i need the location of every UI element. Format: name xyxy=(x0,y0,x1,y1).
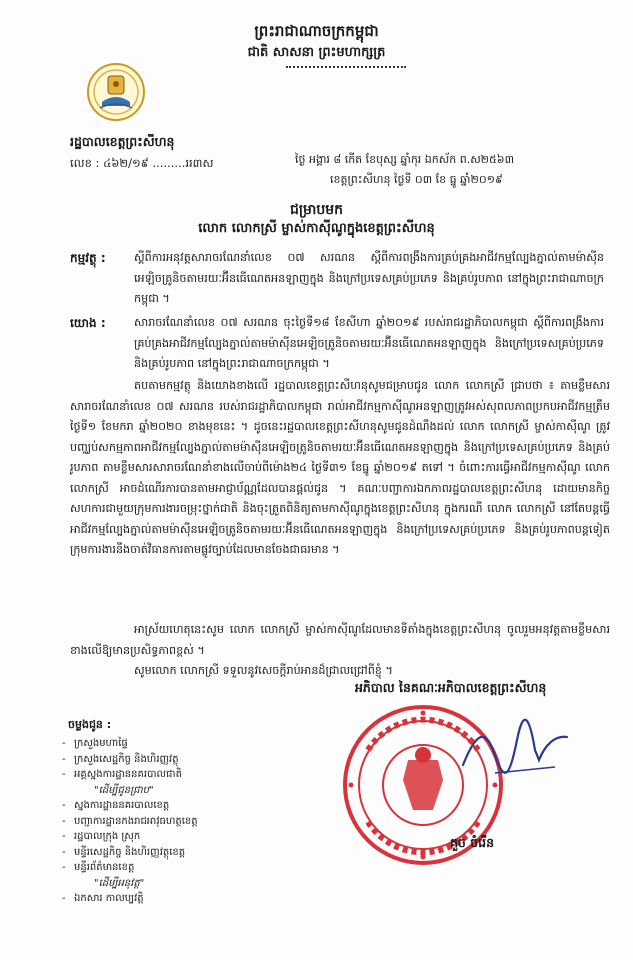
cc-item: - ក្រសួងសេដ្ឋកិច្ច និងហិរញ្ញវត្ថុ xyxy=(62,753,179,765)
cc-item: - មន្ទីរសេដ្ឋកិច្ច និងហិរញ្ញវត្ថុខេត្ត xyxy=(62,846,186,858)
national-motto: ជាតិ សាសនា ព្រះមហាក្សត្រ xyxy=(247,45,386,60)
cc-purpose-note: "ដើម្បីអនុវត្ត" xyxy=(94,877,145,889)
cc-item: - រដ្ឋបាលក្រុង ស្រុក xyxy=(62,831,141,842)
cc-item: - បញ្ជាការដ្ឋានកងរាជអាវុធហត្ថខេត្ត xyxy=(62,815,198,827)
reference-text: សារាចរណែនាំលេខ ០៧ សរណន ចុះថ្ងៃទី១៨ ខែសីហា ឆ្នាំ២០១៩ របស់រាជរដ្ឋាភិបាលកម្ពុជា ស្តីពីការពង្រឹងការគ្រប់គ្រងអាជីវកម្មល្បែងភ្នាល់តាមម៉ាស៊ីនអេឡិចត្រូនិចតាមរយៈអ៊ីនធើណេតអនឡាញក្នុង និងក្រៅប្រទេសគ្រប់ប្រភេទ និងគ្រប់រូបភាព នៅក្នុងព្រះរាជាណាចក្រកម្ពុជា ។ xyxy=(134,316,604,370)
cc-item: - មន្ទីរព័ត៌មានខេត្ត xyxy=(62,862,135,873)
closing-line: សូមលោក លោកស្រី ទទួលនូវសេចក្តីរាប់អានដ៏ជ្រាលជ្រៅពីខ្ញុំ ។ xyxy=(134,664,393,677)
cc-purpose-note: "ដើម្បីជូនជ្រាប" xyxy=(94,784,154,796)
body-paragraph: តបតាមកម្មវត្ថុ និងយោងខាងលើ រដ្ឋបាលខេត្តព្រះសីហនុសូមជម្រាបជូន លោក លោកស្រី ជ្រាបថា ៖ តាមខ្លឹមសារសារាចរណែនាំលេខ ០៧ សរណន របស់រាជរដ្ឋាភិបាលកម្ពុជា រាល់អាជីវកម្មកាស៊ីណូអនឡាញត្រូវអស់សុពលភាពប្រកបអាជីវកម្មត្រឹមថ្ងៃទី១ ខែមករា ឆ្នាំ២០២០ ខាងមុខនេះ ។ ដូចនេះរដ្ឋបាលខេត្តព្រះសីហនុសូមជូនដំណឹងដល់ លោក លោកស្រី ម្ចាស់កាស៊ីណូ ត្រូវបញ្ឈប់សកម្មភាពអាជីវកម្មល្បែងភ្នាល់តាមម៉ាស៊ីនអេឡិចត្រូនិចតាមរយៈអ៊ីនធើណេតអនឡាញក្នុង និងក្រៅប្រទេសគ្រប់ប្រភេទ និងគ្រប់រូបភាព តាមខ្លឹមសារសារាចរណែនាំខាងលើចាប់ពីម៉ោង២៤ ថ្ងៃទី៣១ ខែធ្នូ ឆ្នាំ២០១៩ តទៅ ។ ចំពោះការធ្វើអាជីវកម្មកាស៊ីណូ លោក លោកស្រី អាចដំណើរការបានតាមអាជ្ញាប័ណ្ណដែលបានផ្តល់ជូន ។ គណៈបញ្ជាការឯកភាពរដ្ឋបាលខេត្តព្រះសីហនុ ដោយមានកិច្ចសហការជាមួយក្រុមការងារចម្រុះថ្នាក់ជាតិ និងចុះត្រួតពិនិត្យតាមកាស៊ីណូក្នុងខេត្តព្រះសីហនុ ក្នុងករណី លោក លោកស្រី នៅតែបន្តធ្វើអាជីវកម្មល្បែងភ្នាល់តាមម៉ាស៊ីនអេឡិចត្រូនិចតាមរយៈអ៊ីនធើណេតអនឡាញក្នុង និងក្រៅប្រទេសគ្រប់ប្រភេទ និងគ្រប់រូបភាពបន្តទៀត ក្រុមការងារនឹងចាត់វិធានការតាមផ្លូវច្បាប់ដែលមានចែងជាធរមាន ។ xyxy=(70,379,610,556)
cc-list xyxy=(62,736,198,907)
kingdom-title: ព្រះរាជាណាចក្រកម្ពុជា xyxy=(254,22,379,40)
province-logo-icon xyxy=(86,62,146,122)
lunar-date: ថ្ងៃ អង្គារ ៨ កើត ខែបុស្ស ឆ្នាំកុរ ឯកស័ក ព.ស២៥៦៣ xyxy=(295,153,514,166)
cc-item: - អគ្គស្នងការដ្ឋាននគរបាលជាតិ xyxy=(62,769,182,780)
signatory-name: គួច ចំរើន xyxy=(450,835,495,850)
cc-item: - ស្នងការដ្ឋាននគរបាលខេត្ត xyxy=(62,800,170,811)
cc-item: - ក្រសួងមហាផ្ទៃ xyxy=(62,738,128,749)
issuing-authority: រដ្ឋបាលខេត្តព្រះសីហនុ xyxy=(70,134,175,149)
subject-text: ស្តីពីការអនុវត្តសារាចរណែនាំលេខ ០៧ សរណន ស្តីពីការពង្រឹងការគ្រប់គ្រងអាជីវកម្មល្បែងភ្នាល់តាមម៉ាស៊ីនអេឡិចត្រូនិចតាមរយៈអ៊ីនធើណេតអនឡាញក្នុង និងក្រៅប្រទេសគ្រប់ប្រភេទ និងគ្រប់រូបភាព នៅក្នុងព្រះរាជាណាចក្រកម្ពុជា ។ xyxy=(134,251,604,305)
subject-label: កម្មវត្ថុ : xyxy=(70,251,106,265)
signatory-title: អភិបាល នៃគណៈអភិបាលខេត្តព្រះសីហនុ xyxy=(355,680,547,695)
conclusion-paragraph: អាស្រ័យហេតុនេះសូម លោក លោកស្រី ម្ចាស់កាស៊ីណូដែលមានទីតាំងក្នុងខេត្តព្រះសីហនុ ចូលរួមអនុវត្តតាមខ្លឹមសារខាងលើឱ្យមានប្រសិទ្ធភាពខ្ពស់ ។ xyxy=(70,623,610,657)
solar-date: ខេត្តព្រះសីហនុ ថ្ងៃទី ០៣ ខែ ធ្នូ ឆ្នាំ២០១៩ xyxy=(330,173,503,186)
letter-recipient: លោក លោកស្រី ម្ចាស់កាស៊ីណូក្នុងខេត្តព្រះសីហនុ xyxy=(198,221,435,236)
motto-divider xyxy=(286,66,406,69)
reference-label: យោង : xyxy=(70,316,106,330)
cc-title: ចម្លងជូន : xyxy=(68,718,112,731)
letter-heading: ជម្រាបមក xyxy=(289,202,344,218)
reference-number: លេខ : ៤៦២/១៩ .........ររ៣ស xyxy=(70,156,214,170)
handwritten-signature-icon xyxy=(455,715,575,785)
cc-item: - ឯកសារ កាលប្បវត្តិ xyxy=(62,893,144,904)
